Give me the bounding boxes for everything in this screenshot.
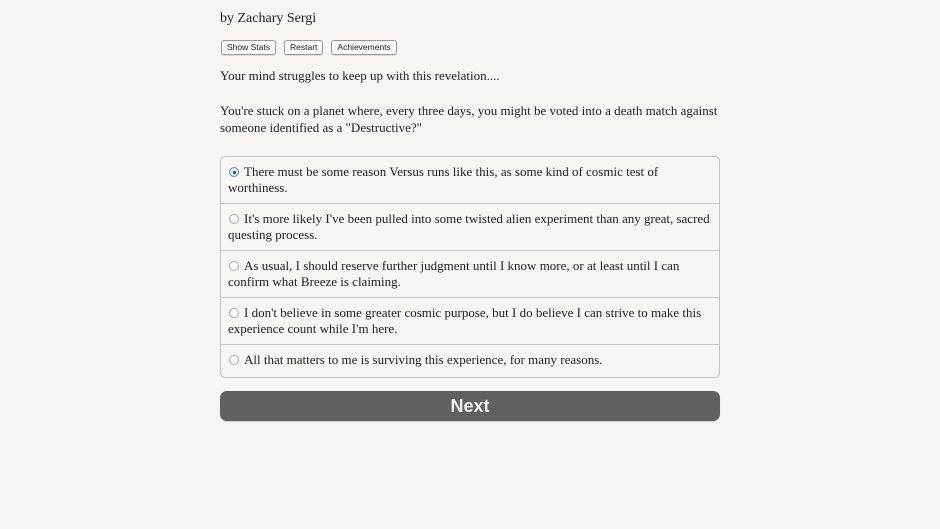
choice-option[interactable] [221, 250, 719, 297]
restart-button[interactable]: Restart [284, 40, 323, 55]
story-paragraph: You're stuck on a planet where, every three days, you might be voted into a death match against someone identified as a "Destructive?" [220, 103, 718, 135]
radio-unchecked-icon[interactable] [229, 214, 239, 224]
radio-unchecked-icon[interactable] [229, 308, 239, 318]
choice-label: As usual, I should reserve further judgment until I know more, or at least until I can confirm what Breeze is claiming. [228, 258, 680, 289]
choice-label: There must be some reason Versus runs like this, as some kind of cosmic test of worthiness. [228, 164, 659, 195]
choice-label: I don't believe in some greater cosmic purpose, but I do believe I can strive to make this experience count while I'm here. [228, 305, 702, 336]
choice-option[interactable] [221, 157, 719, 203]
next-button[interactable]: Next [220, 391, 720, 421]
radio-unchecked-icon[interactable] [229, 261, 239, 271]
choice-label: It's more likely I've been pulled into some twisted alien experiment than any great, sacred questing process. [228, 211, 710, 242]
toolbar [221, 40, 397, 55]
choice-option[interactable] [221, 344, 719, 377]
choice-list [220, 156, 720, 378]
achievements-button[interactable]: Achievements [331, 40, 396, 55]
story-paragraph: Your mind struggles to keep up with this revelation.... [220, 68, 500, 83]
choice-option[interactable] [221, 203, 719, 250]
radio-checked-icon[interactable] [229, 167, 239, 177]
author-byline: by Zachary Sergi [220, 11, 317, 26]
show-stats-button[interactable]: Show Stats [221, 40, 276, 55]
radio-unchecked-icon[interactable] [229, 355, 239, 365]
choice-option[interactable] [221, 297, 719, 344]
choice-label: All that matters to me is surviving this experience, for many reasons. [244, 352, 603, 367]
